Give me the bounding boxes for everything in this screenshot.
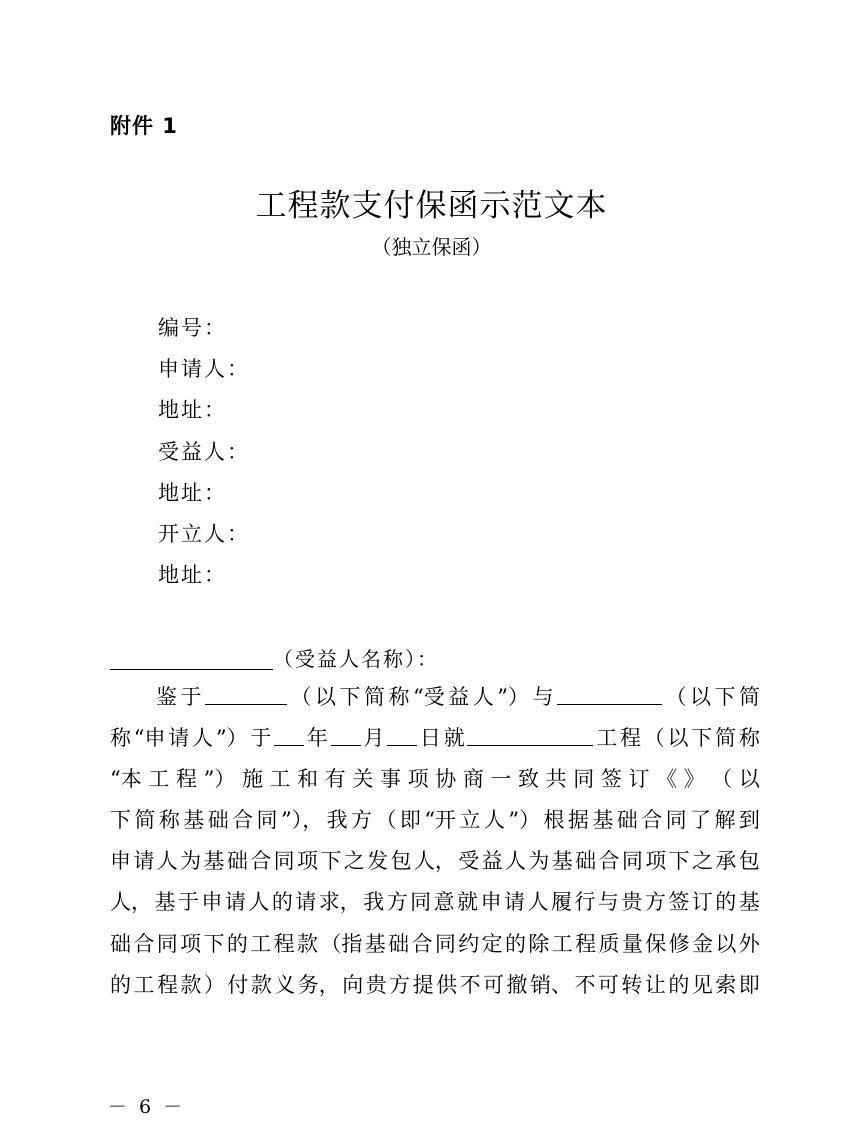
body-text: 约 — [458, 931, 480, 956]
body-text: 基 — [738, 890, 760, 915]
body-text: 协 — [435, 767, 457, 792]
body-text: 了 — [690, 808, 712, 833]
field-number: 编号： — [158, 316, 227, 340]
body-text: 到 — [738, 808, 760, 833]
body-text: 称 — [738, 726, 760, 751]
body-line — [110, 970, 760, 1011]
body-text: 请 — [168, 726, 190, 751]
body-text: 款 — [297, 931, 318, 956]
body-text: 基 — [592, 808, 614, 833]
body-text: 方 — [644, 890, 666, 915]
body-text: 意 — [433, 890, 455, 915]
fill-in-blank — [387, 723, 417, 746]
body-text: 的 — [668, 972, 690, 997]
body-text: 量 — [621, 931, 643, 956]
body-text: 下 — [339, 685, 361, 709]
body-text: 人 — [248, 890, 270, 915]
body-text: 签 — [668, 890, 690, 915]
field-issuer: 开立人： — [158, 521, 250, 546]
body-text: 务， — [297, 972, 340, 997]
body-text: （ — [711, 767, 733, 792]
page-number: － 6 － — [108, 1096, 186, 1118]
body-text: 可 — [597, 972, 619, 997]
body-text: 我 — [363, 890, 385, 915]
body-text: 包 — [738, 849, 760, 874]
body-text: 项 — [645, 849, 667, 874]
body-text: 款 — [180, 972, 202, 997]
body-text: 订 — [628, 767, 650, 792]
body-text: 请 — [295, 890, 317, 915]
body-text: 请 — [504, 890, 526, 915]
body-text: 日 — [419, 726, 441, 751]
body-text: 可 — [483, 972, 505, 997]
body-text: “受 — [413, 685, 445, 709]
body-text: 下 — [203, 931, 225, 956]
body-text: 一 — [490, 767, 512, 792]
body-text: 下 — [320, 849, 342, 874]
body-text: （ — [375, 808, 397, 833]
body-text: 下 — [714, 685, 736, 709]
body-text: 人， — [110, 890, 152, 915]
body-text: 之 — [343, 849, 365, 874]
body-text: 与 — [597, 890, 619, 915]
body-text: 以 — [738, 767, 760, 792]
guarantee-body-text — [110, 682, 760, 1011]
body-text: 之 — [692, 849, 713, 874]
body-text: 和 — [297, 767, 319, 792]
annex-label: 附件 1 — [110, 114, 178, 138]
body-text: 解 — [714, 808, 736, 833]
body-text: 于 — [177, 890, 199, 915]
body-text: 的 — [271, 890, 293, 915]
body-text: ”） — [508, 808, 541, 833]
body-text: 人 — [472, 685, 494, 709]
body-text: 的 — [505, 931, 526, 956]
body-text: 向 — [342, 972, 364, 997]
body-text: 的 — [226, 931, 248, 956]
body-text: “申 — [133, 726, 166, 751]
body-text: 称 — [388, 685, 410, 709]
body-text: （ — [643, 726, 665, 751]
body-text: 销、 — [529, 972, 572, 997]
body-text: 于 — [180, 685, 202, 709]
body-text: 贵 — [365, 972, 387, 997]
document-title: 工程款支付保函示范文本 — [255, 188, 608, 224]
body-text: 让 — [644, 972, 666, 997]
body-text: 以 — [667, 726, 689, 751]
field-issuer-address: 地址： — [158, 563, 227, 588]
body-text: 同 — [256, 808, 278, 833]
body-text: 人 — [505, 849, 526, 874]
body-text: 保 — [645, 931, 667, 956]
body-text: 求， — [318, 890, 361, 915]
body-text: 项 — [297, 849, 318, 874]
fill-in-blank — [274, 723, 304, 746]
body-text: （指 — [320, 931, 363, 956]
body-text: 即 — [738, 972, 760, 997]
body-text: 程 — [273, 931, 295, 956]
body-text: 同 — [621, 849, 643, 874]
body-text: 提 — [412, 972, 434, 997]
body-text: 项 — [407, 767, 429, 792]
fill-in-blank — [205, 682, 287, 705]
body-text: 承 — [715, 849, 737, 874]
field-applicant-address: 地址： — [158, 398, 227, 423]
body-text: 工 — [250, 931, 272, 956]
body-text: 立 — [459, 808, 481, 833]
body-text: 同 — [434, 931, 456, 956]
body-text: 以 — [315, 685, 336, 709]
body-text: 申 — [201, 890, 223, 915]
body-text: 方 — [386, 890, 408, 915]
body-text: 就 — [443, 726, 465, 751]
body-text: 履 — [550, 890, 572, 915]
body-text: 于 — [250, 726, 272, 751]
fill-in-blank — [331, 723, 361, 746]
body-text: 受 — [458, 849, 480, 874]
body-text: 商 — [462, 767, 484, 792]
body-text: “开 — [424, 808, 457, 833]
body-text: 下 — [110, 808, 131, 833]
body-text: 同 — [665, 808, 687, 833]
body-text: 以 — [715, 931, 737, 956]
body-text: 础 — [575, 849, 597, 874]
body-text: 人 — [156, 849, 178, 874]
body-text: 合 — [411, 931, 433, 956]
body-text: 方 — [389, 972, 411, 997]
body-text: 金 — [692, 931, 713, 956]
body-line — [110, 887, 760, 928]
beneficiary-name-blank — [110, 647, 273, 670]
body-text: 合 — [641, 808, 663, 833]
body-text: （ — [290, 685, 312, 709]
body-text: 年 — [306, 726, 328, 751]
body-text: 同 — [410, 890, 432, 915]
field-beneficiary-address: 地址： — [158, 480, 227, 505]
body-text: 的 — [110, 972, 131, 997]
body-text: 不 — [574, 972, 596, 997]
field-applicant: 申请人： — [158, 357, 250, 382]
body-text: 月 — [363, 726, 385, 751]
body-text: 施 — [241, 767, 263, 792]
body-text: 人 — [527, 890, 549, 915]
body-text: 础 — [388, 931, 410, 956]
body-text: 关 — [352, 767, 374, 792]
body-text: 《 — [656, 767, 678, 792]
body-text: 转 — [621, 972, 643, 997]
body-text: 基 — [154, 890, 176, 915]
body-text: 请 — [133, 849, 155, 874]
body-text: 方 — [351, 808, 373, 833]
body-text: 合 — [133, 931, 155, 956]
body-text: 基 — [551, 849, 573, 874]
body-text: 款 — [250, 972, 272, 997]
body-text: 除 — [528, 931, 550, 956]
body-text: 定 — [481, 931, 503, 956]
body-text: 就 — [457, 890, 479, 915]
body-text: 同 — [156, 931, 178, 956]
body-text: 程 — [619, 726, 641, 751]
body-text: 项 — [180, 931, 202, 956]
body-text: 简 — [739, 685, 760, 709]
body-text: 基 — [183, 808, 205, 833]
body-text: 我 — [326, 808, 348, 833]
body-text: 础 — [616, 808, 638, 833]
body-text: 事 — [379, 767, 401, 792]
body-line — [110, 682, 760, 723]
body-text: 与 — [532, 685, 554, 709]
body-text: 下 — [691, 726, 713, 751]
body-text: 鉴 — [156, 685, 177, 709]
body-text: 供 — [436, 972, 458, 997]
body-text: ”） — [203, 767, 236, 792]
body-text: 合 — [250, 849, 272, 874]
body-text: 程 — [175, 767, 197, 792]
body-text: 见 — [691, 972, 713, 997]
salutation-line — [110, 643, 439, 672]
body-text: 益 — [448, 685, 470, 709]
body-text: 同 — [273, 849, 295, 874]
body-text: 共 — [545, 767, 567, 792]
body-text: 义 — [274, 972, 296, 997]
body-text: 简 — [715, 726, 737, 751]
field-beneficiary: 受益人： — [158, 439, 250, 464]
body-text: 人 — [192, 726, 214, 751]
body-line — [110, 764, 760, 805]
body-text: 申 — [110, 849, 131, 874]
body-text: 签 — [600, 767, 622, 792]
body-text: 基 — [364, 931, 386, 956]
body-text: 程 — [575, 931, 597, 956]
body-line — [110, 723, 760, 764]
body-text: 合 — [232, 808, 254, 833]
fill-in-blank — [467, 723, 593, 746]
body-text: 发 — [367, 849, 389, 874]
body-text: ”） — [497, 685, 529, 709]
body-text: 同 — [573, 767, 595, 792]
body-text: 益 — [481, 849, 503, 874]
body-text: 的 — [715, 890, 737, 915]
body-text: 为 — [528, 849, 550, 874]
body-text: 工 — [148, 767, 170, 792]
body-text: 基 — [203, 849, 225, 874]
salutation-text: （受益人名称）： — [273, 647, 439, 671]
body-text: 人， — [413, 849, 456, 874]
body-text: 下 — [668, 849, 690, 874]
body-text: 申 — [480, 890, 502, 915]
fill-in-blank — [557, 682, 662, 705]
body-text: 行 — [574, 890, 596, 915]
body-text: 》 — [683, 767, 705, 792]
body-text: 合 — [598, 849, 620, 874]
document-subtitle: （独立保函） — [371, 235, 492, 259]
body-text: 工 — [596, 726, 618, 751]
body-text: 础 — [110, 931, 131, 956]
body-text: 包 — [390, 849, 412, 874]
body-text: 付 — [227, 972, 249, 997]
body-text: 不 — [459, 972, 481, 997]
body-text: 订 — [691, 890, 713, 915]
body-text: 简 — [134, 808, 156, 833]
body-text: 工 — [551, 931, 573, 956]
body-text: 外 — [738, 931, 760, 956]
body-text: 人 — [483, 808, 505, 833]
body-text: 索 — [715, 972, 737, 997]
body-text: 撤 — [506, 972, 528, 997]
body-text: 修 — [668, 931, 690, 956]
body-text: 简 — [364, 685, 385, 709]
body-text: 请 — [224, 890, 246, 915]
body-line — [110, 846, 760, 887]
body-text: 致 — [518, 767, 540, 792]
body-text: ） — [203, 972, 225, 997]
body-text: 称 — [110, 726, 131, 751]
body-text: 以 — [690, 685, 711, 709]
body-text: 为 — [180, 849, 202, 874]
body-text: 有 — [324, 767, 346, 792]
body-text: 质 — [598, 931, 620, 956]
header-fields — [158, 312, 250, 600]
body-text: 贵 — [621, 890, 643, 915]
body-text: 据 — [567, 808, 589, 833]
body-text: ”） — [215, 726, 248, 751]
body-text: 工 — [269, 767, 291, 792]
body-text: （ — [665, 685, 687, 709]
body-text: 即 — [399, 808, 421, 833]
body-text: “本 — [110, 767, 142, 792]
body-text: 础 — [207, 808, 229, 833]
body-line — [110, 805, 760, 846]
body-text: 根 — [543, 808, 565, 833]
body-text: 础 — [226, 849, 248, 874]
body-text: 工 — [133, 972, 155, 997]
body-text: 称 — [158, 808, 180, 833]
body-text: ”）， — [280, 808, 324, 833]
body-line — [110, 929, 760, 970]
body-text: 程 — [156, 972, 178, 997]
